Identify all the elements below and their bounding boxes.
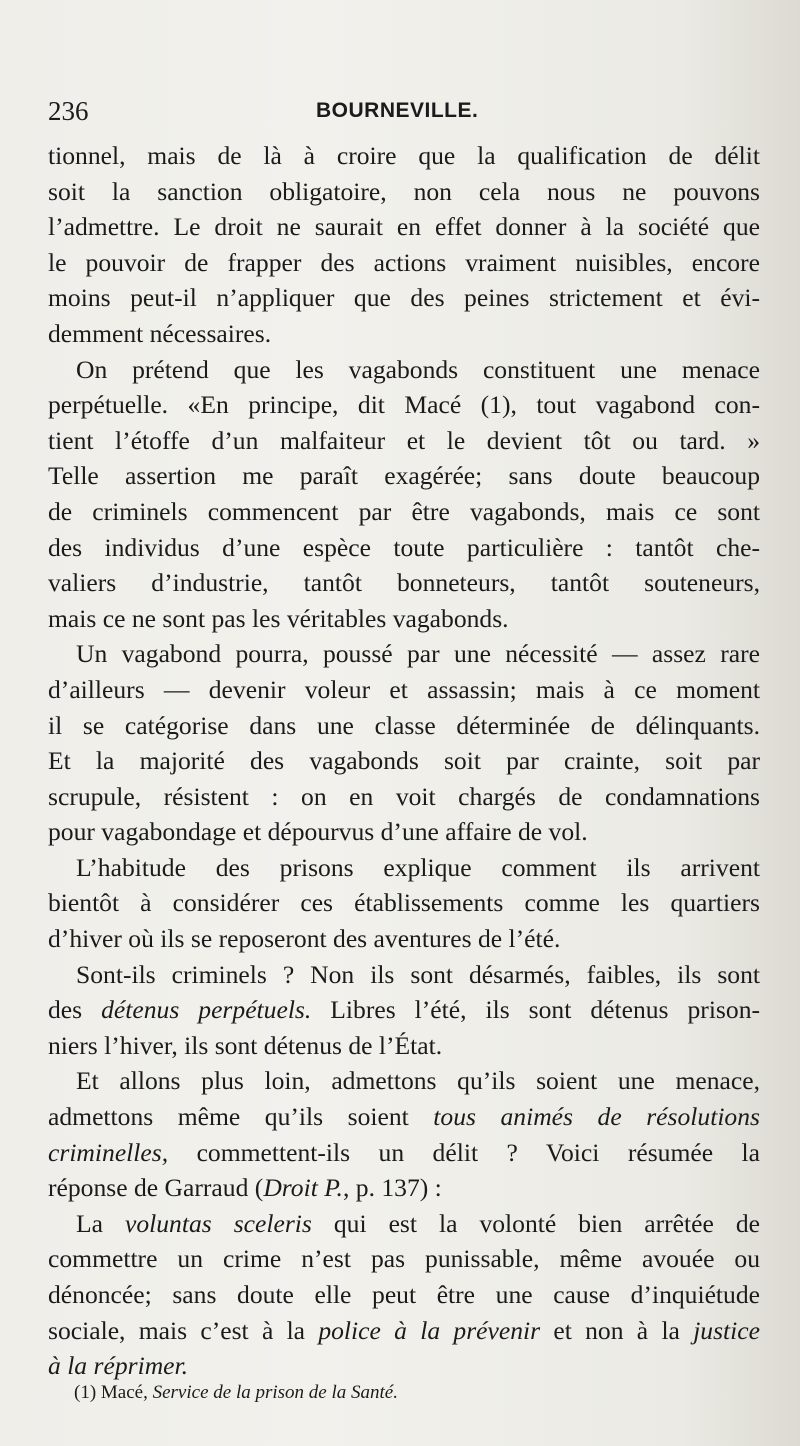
body-text (48, 138, 760, 1384)
text-line (48, 1063, 760, 1099)
footnote-title: Service de la prison de la Santé. (152, 1382, 398, 1403)
text-run: admettons même qu’ils soient (48, 1102, 434, 1132)
text-run: moins peut-il n’appliquer que des peines strictement et évi- (48, 283, 760, 313)
text-run: le pouvoir de frapper des actions vraiment nuisibles, encore (48, 247, 760, 277)
text-run: Telle assertion me paraît exagérée; sans doute beaucoup (48, 461, 760, 491)
text-line (48, 138, 760, 174)
text-line (48, 387, 760, 423)
text-line (48, 1099, 760, 1135)
text-run: qui est la volonté bien arrêtée de (311, 1208, 760, 1238)
text-line (48, 814, 760, 850)
text-line (48, 1277, 760, 1313)
text-run: sociale, mais c’est à la (48, 1315, 319, 1345)
text-line (48, 565, 760, 601)
text-run: réponse de Garraud ( (48, 1173, 264, 1203)
text-line (48, 423, 760, 459)
text-run: demment nécessaires. (48, 318, 272, 348)
italic-run: criminelles, (48, 1137, 169, 1167)
text-run: Libres l’été, ils sont détenus prison- (311, 995, 761, 1025)
text-run: bientôt à considérer ces établissements comme les quartiers (48, 888, 760, 918)
text-run: et non à la (540, 1315, 694, 1345)
text-run: d’ailleurs — devenir voleur et assassin; mais à ce moment (48, 674, 760, 704)
text-run: d’hiver où ils se reposeront des aventures de l’été. (48, 924, 561, 954)
text-line (48, 636, 760, 672)
italic-run: voluntas sceleris (124, 1208, 312, 1238)
text-line (48, 708, 760, 744)
text-run: de criminels commencent par être vagabonds, mais ce sont (48, 496, 760, 526)
page-header (48, 96, 768, 130)
text-run: commettent-ils un délit ? Voici résumée la (168, 1137, 760, 1167)
text-run: pour vagabondage et dépourvus d’une affaire de vol. (48, 817, 588, 847)
text-run: tient l’étoffe d’un malfaiteur et le devient tôt ou tard. » (48, 425, 760, 455)
text-line (48, 458, 760, 494)
text-line (48, 672, 760, 708)
text-run: perpétuelle. «En principe, dit Macé (1), tout vagabond con- (48, 390, 760, 420)
text-line (48, 209, 760, 245)
text-run: tionnel, mais de là à croire que la qualification de délit (48, 141, 760, 170)
text-line (48, 316, 760, 352)
text-run: Sont-ils criminels ? Non ils sont désarmés, faibles, ils sont (76, 959, 760, 989)
italic-run: détenus perpétuels. (101, 995, 312, 1025)
text-run: L’habitude des prisons explique comment ils arrivent (76, 852, 760, 882)
text-run: des individus d’une espèce toute particulière : tantôt che- (48, 532, 760, 562)
text-run: valiers d’industrie, tantôt bonneteurs, tantôt souteneurs, (48, 568, 760, 598)
text-line (48, 280, 760, 316)
footnote-author: Macé, (100, 1382, 148, 1403)
text-run: On prétend que les vagabonds constituent une menace (76, 354, 760, 384)
text-run: La (76, 1208, 125, 1238)
footnote (74, 1382, 398, 1404)
italic-run: justice (693, 1315, 760, 1345)
text-run: , p. 137) : (342, 1173, 442, 1203)
italic-run: à la réprimer. (48, 1351, 189, 1381)
text-run: soit la sanction obligatoire, non cela nous ne pouvons (48, 176, 760, 206)
text-run: l’admettre. Le droit ne saurait en effet donner à la société que (48, 212, 760, 242)
text-line (48, 1170, 760, 1206)
text-run: mais ce ne sont pas les véritables vagabonds. (48, 603, 509, 633)
text-line (48, 921, 760, 957)
text-run: commettre un crime n’est pas punissable, même avouée ou (48, 1244, 760, 1274)
text-line (48, 885, 760, 921)
text-line (48, 174, 760, 210)
text-line (48, 992, 760, 1028)
text-line (48, 743, 760, 779)
italic-run: Droit P. (263, 1173, 343, 1203)
text-line (48, 601, 760, 637)
text-line (48, 352, 760, 388)
text-line (48, 530, 760, 566)
text-run: Et allons plus loin, admettons qu’ils soient une menace, (76, 1066, 760, 1096)
text-line (48, 1313, 760, 1349)
text-line (48, 957, 760, 993)
text-run: des (48, 995, 102, 1025)
text-line (48, 1348, 760, 1384)
text-run: Et la majorité des vagabonds soit par crainte, soit par (48, 746, 760, 776)
text-line (48, 1028, 760, 1064)
text-run: niers l’hiver, ils sont détenus de l’État. (48, 1030, 443, 1060)
text-line (48, 1206, 760, 1242)
text-line (48, 245, 760, 281)
footnote-marker: (1) (74, 1382, 97, 1403)
text-line (48, 779, 760, 815)
text-line (48, 1135, 760, 1171)
text-line (48, 850, 760, 886)
italic-run: police à la prévenir (318, 1315, 541, 1345)
text-line (48, 494, 760, 530)
text-run: scrupule, résistent : on en voit chargés de condamnations (48, 781, 760, 811)
text-line (48, 1241, 760, 1277)
italic-run: tous animés de résolutions (433, 1102, 760, 1132)
text-run: il se catégorise dans une classe déterminée de délinquants. (48, 710, 760, 740)
page-number: 236 (48, 96, 89, 126)
text-run: dénoncée; sans doute elle peut être une cause d’inquiétude (48, 1280, 760, 1309)
running-head: BOURNEVILLE. (316, 99, 479, 122)
text-run: Un vagabond pourra, poussé par une nécessité — assez rare (76, 639, 760, 669)
